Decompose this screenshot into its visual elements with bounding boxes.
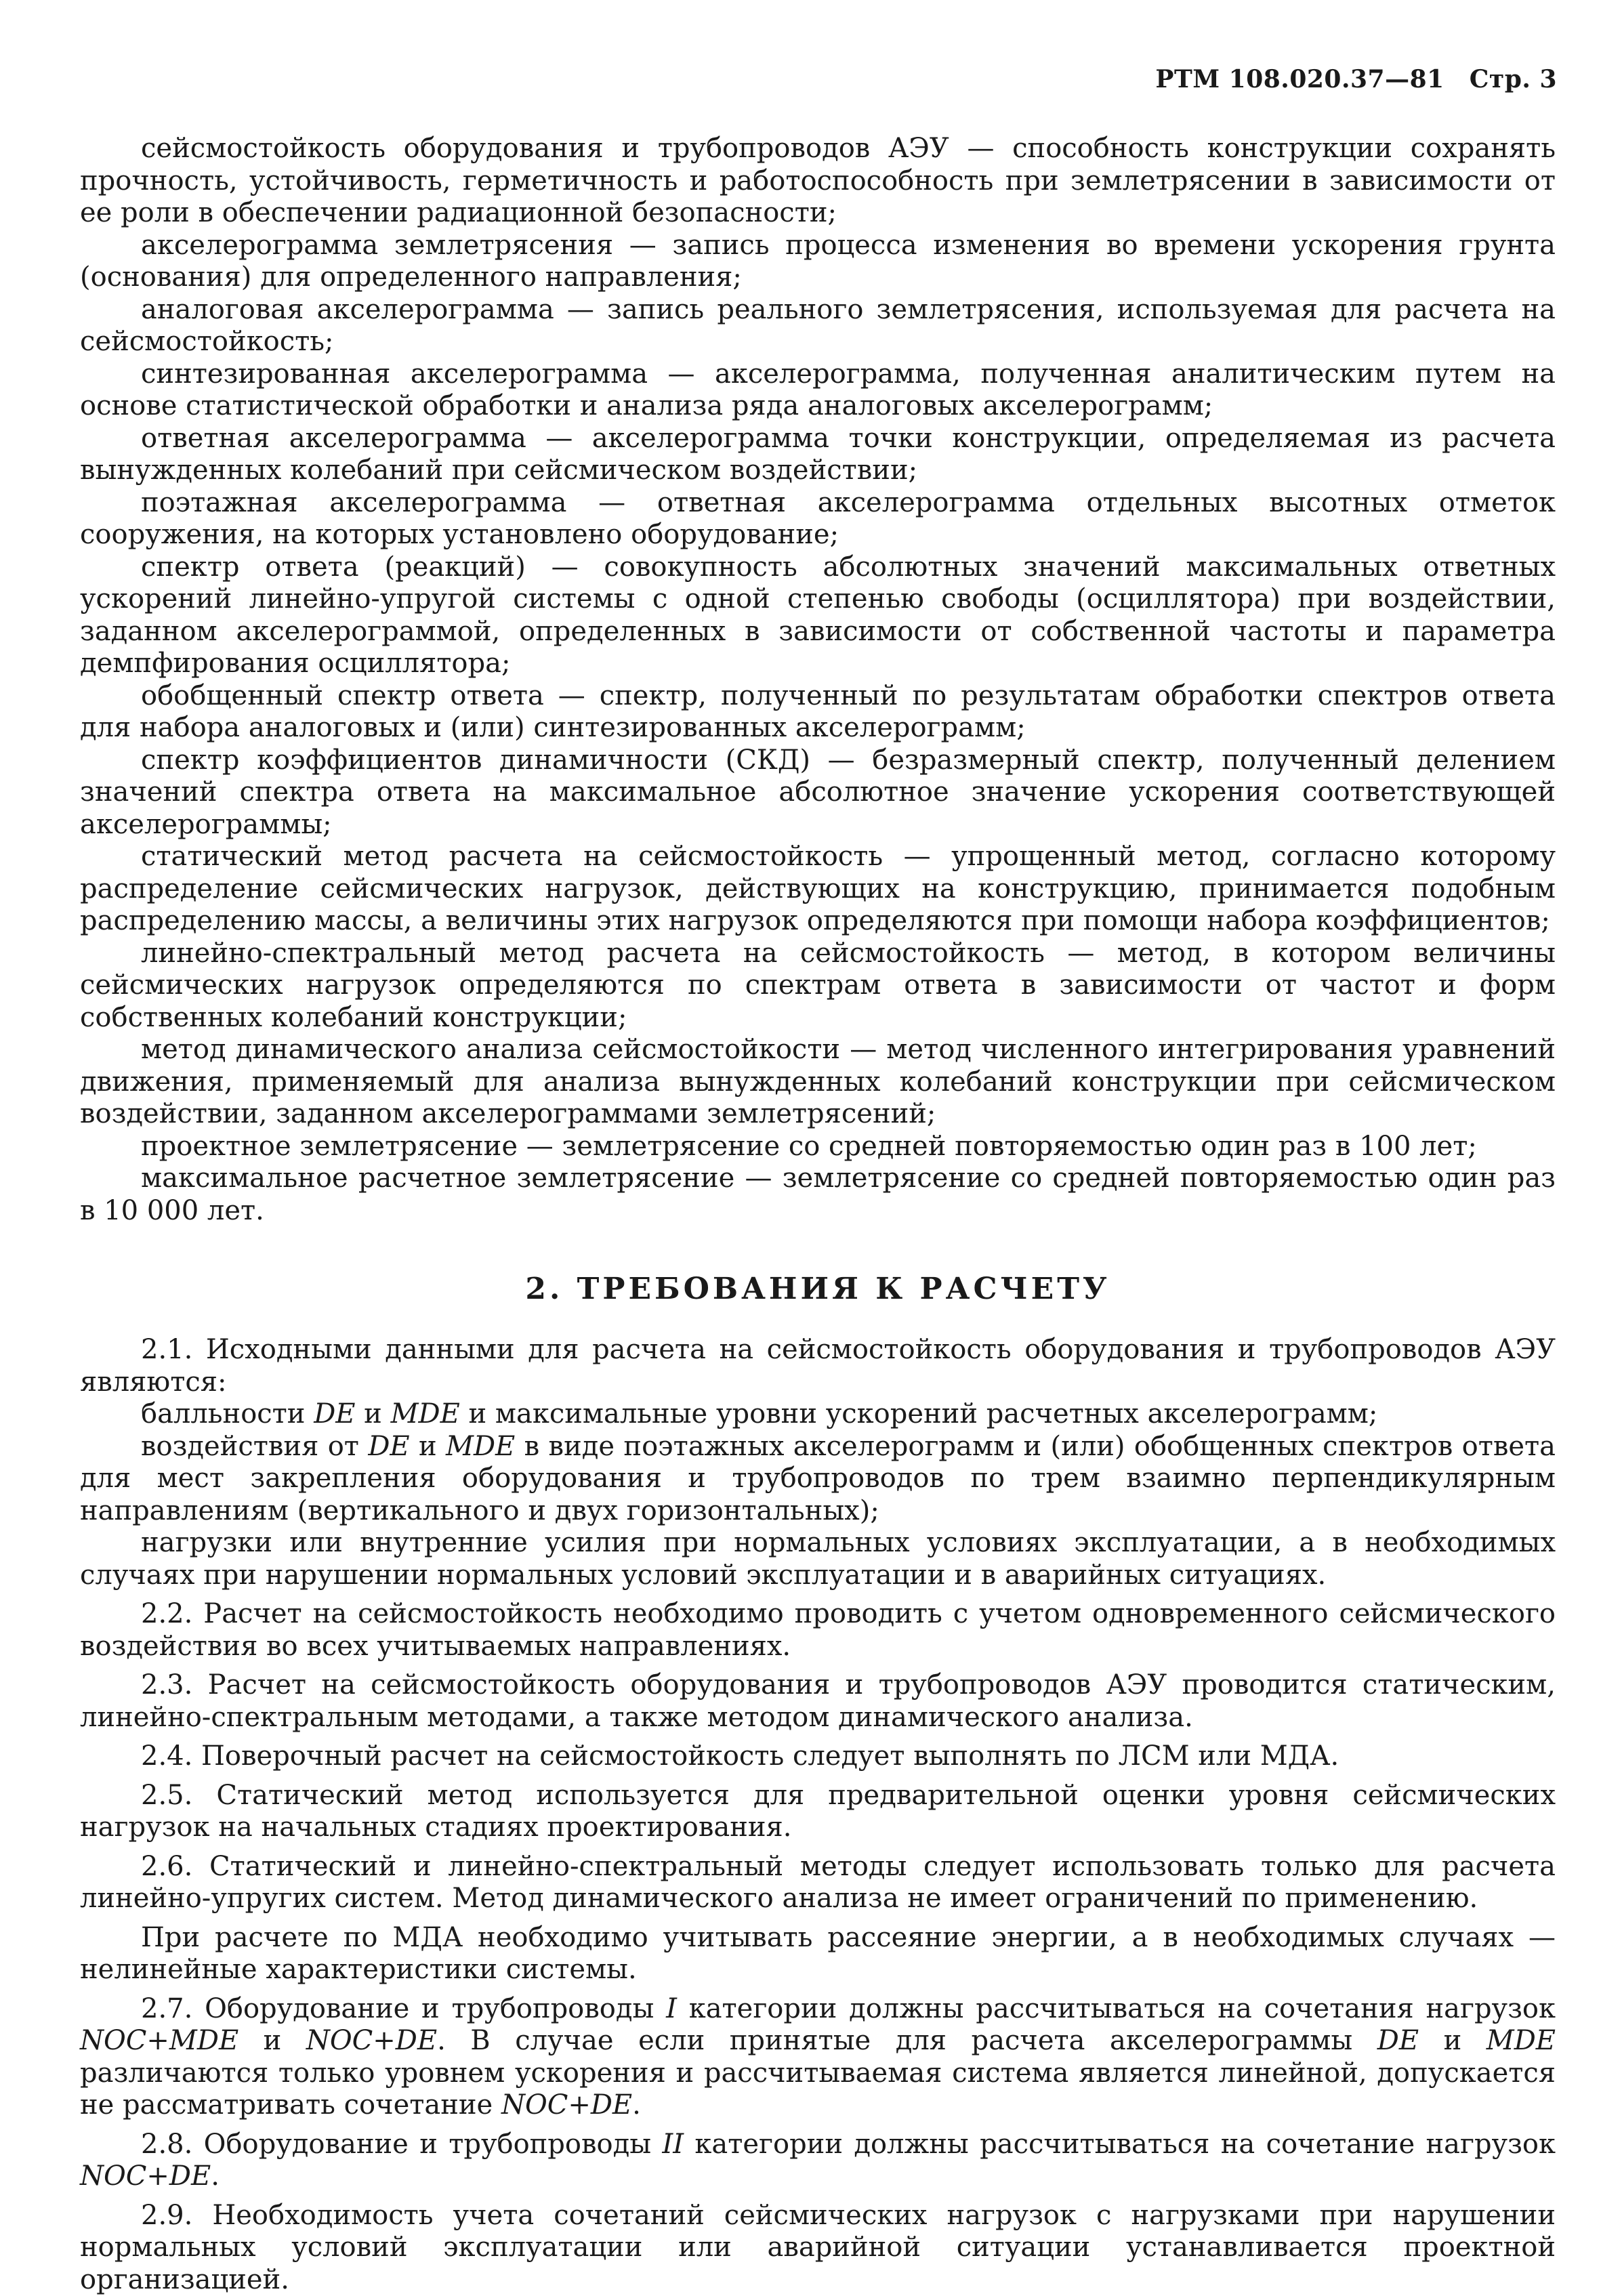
paragraph-2-1: 2.1. Исходными данными для расчета на сейсмостойкость оборудования и трубопроводов АЭУ являются: [80, 1334, 1556, 1398]
definition-item: акселерограмма землетрясения — запись процесса изменения во времени ускорения грунта (основания) для определенного направления; [80, 230, 1556, 294]
paragraph-2-6-note: При расчете по МДА необходимо учитывать рассеяние энергии, а в необходимых случаях — нелинейные характеристики системы. [80, 1922, 1556, 1986]
list-item: балльности DE и MDE и максимальные уровни ускорений расчетных акселерограмм; [80, 1398, 1556, 1431]
document-code: РТМ 108.020.37—81 [1155, 65, 1444, 93]
definition-item: сейсмостойкость оборудования и трубопроводов АЭУ — способность конструкции сохранять прочность, устойчивость, герметичность и работоспособность при землетрясении в зависимости от ее роли в обеспечении радиационной безопасности; [80, 133, 1556, 230]
list-item: воздействия от DE и MDE в виде поэтажных акселерограмм и (или) обобщенных спектров ответа для мест закрепления оборудования и трубопроводов по трем взаимно перпендикулярным направлениям (вертикального и двух горизонтальных); [80, 1431, 1556, 1528]
definition-item: аналоговая акселерограмма — запись реального землетрясения, используемая для расчета на сейсмостойкость; [80, 294, 1556, 358]
paragraph-2-4: 2.4. Поверочный расчет на сейсмостойкость следует выполнять по ЛСМ или МДА. [80, 1740, 1556, 1773]
list-item: нагрузки или внутренние усилия при нормальных условиях эксплуатации, а в необходимых случаях при нарушении нормальных условий эксплуатации и в аварийных ситуациях. [80, 1527, 1556, 1591]
definition-item: линейно-спектральный метод расчета на сейсмостойкость — метод, в котором величины сейсмических нагрузок определяются по спектрам ответа в зависимости от частот и форм собственных колебаний конструкции; [80, 938, 1556, 1035]
paragraph-2-5: 2.5. Статический метод используется для предварительной оценки уровня сейсмических нагрузок на начальных стадиях проектирования. [80, 1780, 1556, 1844]
paragraph-2-6: 2.6. Статический и линейно-спектральный методы следует использовать только для расчета линейно-упругих систем. Метод динамического анализа не имеет ограничений по применению. [80, 1851, 1556, 1915]
paragraph-2-7: 2.7. Оборудование и трубопроводы I категории должны рассчитываться на сочетания нагрузок NOC+MDE и NOC+DE. В случае если принятые для расчета акселерограммы DE и MDE различаются только уровнем ускорения и рассчитываемая система является линейной, допускается не рассматривать сочетание NOC+DE. [80, 1993, 1556, 2122]
definition-item: ответная акселерограмма — акселерограмма точки конструкции, определяемая из расчета вынужденных колебаний при сейсмическом воздействии; [80, 423, 1556, 487]
page-body [80, 133, 1556, 2296]
definitions-list [80, 133, 1556, 1227]
definition-item: спектр ответа (реакций) — совокупность абсолютных значений максимальных ответных ускорений линейно-упругой системы с одной степенью свободы (осциллятора) при воздействии, заданном акселерограммой, определенных в зависимости от собственной частоты и параметра демпфирования осциллятора; [80, 551, 1556, 680]
paragraph-2-9: 2.9. Необходимость учета сочетаний сейсмических нагрузок с нагрузками при нарушении нормальных условий эксплуатации или аварийной ситуации устанавливается проектной организацией. [80, 2200, 1556, 2296]
definition-item: метод динамического анализа сейсмостойкости — метод численного интегрирования уравнений движения, применяемый для анализа вынужденных колебаний конструкции при сейсмическом воздействии, заданном акселерограммами землетрясений; [80, 1034, 1556, 1131]
page-header [1155, 65, 1557, 93]
definition-item: спектр коэффициентов динамичности (СКД) — безразмерный спектр, полученный делением значений спектра ответа на максимальное абсолютное значение ускорения соответствующей акселерограммы; [80, 745, 1556, 841]
section-heading: 2. ТРЕБОВАНИЯ К РАСЧЕТУ [80, 1270, 1556, 1308]
definition-item: обобщенный спектр ответа — спектр, полученный по результатам обработки спектров ответа для набора аналоговых и (или) синтезированных акселерограмм; [80, 680, 1556, 745]
requirements-list [80, 1334, 1556, 2296]
paragraph-2-3: 2.3. Расчет на сейсмостойкость оборудования и трубопроводов АЭУ проводится статическим, линейно-спектральным методами, а также методом динамического анализа. [80, 1669, 1556, 1734]
definition-item: проектное землетрясение — землетрясение со средней повторяемостью один раз в 100 лет; [80, 1131, 1556, 1163]
paragraph-2-8: 2.8. Оборудование и трубопроводы II категории должны рассчитываться на сочетание нагрузок NOC+DE. [80, 2129, 1556, 2193]
definition-item: максимальное расчетное землетрясение — землетрясение со средней повторяемостью один раз в 10 000 лет. [80, 1163, 1556, 1227]
definition-item: статический метод расчета на сейсмостойкость — упрощенный метод, согласно которому распределение сейсмических нагрузок, действующих на конструкцию, принимается подобным распределению массы, а величины этих нагрузок определяются при помощи набора коэффициентов; [80, 841, 1556, 938]
paragraph-2-2: 2.2. Расчет на сейсмостойкость необходимо проводить с учетом одновременного сейсмического воздействия во всех учитываемых направлениях. [80, 1598, 1556, 1663]
definition-item: поэтажная акселерограмма — ответная акселерограмма отдельных высотных отметок сооружения, на которых установлено оборудование; [80, 487, 1556, 551]
page-number: Стр. 3 [1470, 65, 1557, 93]
definition-item: синтезированная акселерограмма — акселерограмма, полученная аналитическим путем на основе статистической обработки и анализа ряда аналоговых акселерограмм; [80, 358, 1556, 423]
